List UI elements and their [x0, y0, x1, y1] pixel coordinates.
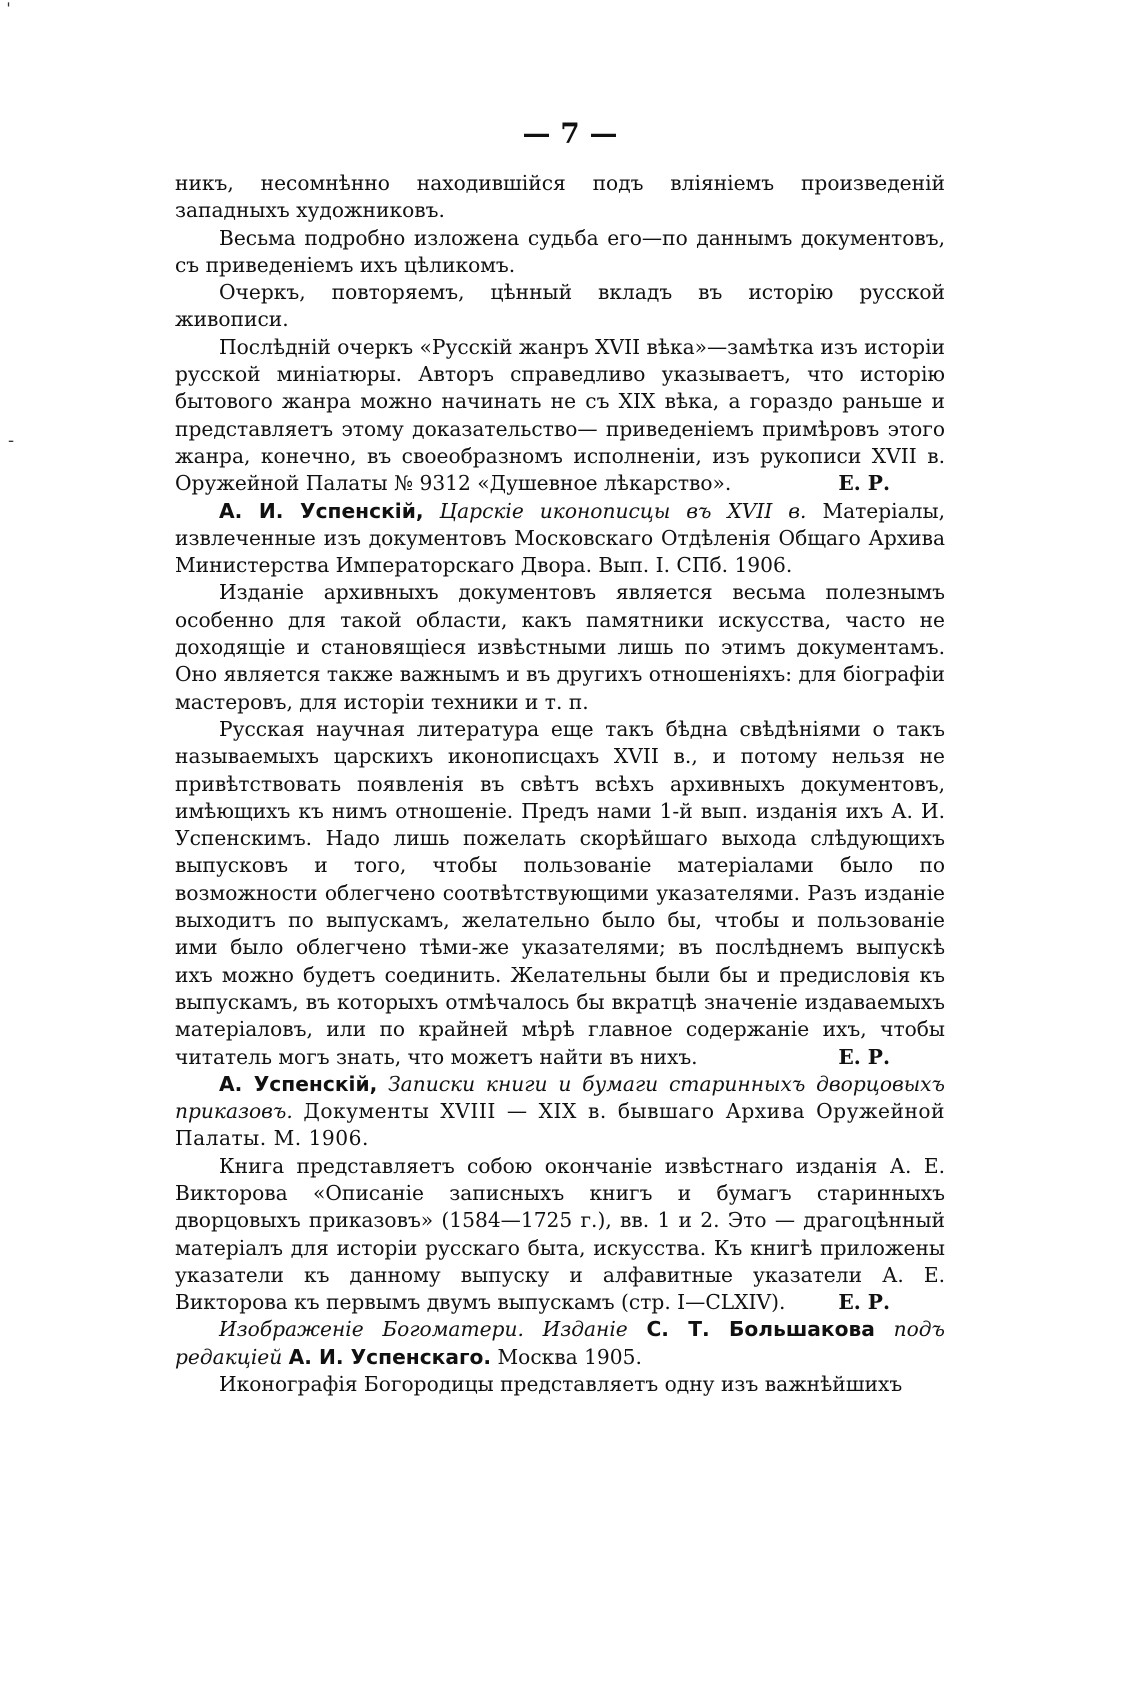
signature: Е. Р. [838, 1044, 890, 1069]
paragraph: Изданіе архивныхъ документовъ является весьма полезнымъ особенно для такой области, какъ памятники искусства, часто не доходящіе и становящіеся извѣстными лишь по этимъ документамъ. Оно является также важнымъ и въ другихъ отношеніяхъ: для біографіи мастеровъ, для исторіи техники и т. п. [175, 580, 945, 714]
editor: А. И. Успенскаго. [288, 1344, 492, 1369]
author: А. Успенскій, [219, 1071, 378, 1096]
paragraph: никъ, несомнѣнно находившійся подъ вліяніемъ произведеній западныхъ художниковъ. [175, 171, 945, 223]
publisher: С. Т. Большакова [646, 1317, 875, 1342]
scan-mark: - [8, 430, 15, 451]
book-title: Царскіе иконописцы въ XVII в. [439, 498, 807, 523]
paragraph: Книга представляетъ собою окончаніе извѣстнаго изданія А. Е. Викторова «Описаніе записныхъ книгъ и бумагъ старинныхъ дворцовыхъ приказовъ» (1584—1725 г.), вв. 1 и 2. Это — драгоцѣнный матеріалъ для исторіи русскаго быта, искусства. Къ книгѣ приложены указатели къ данному выпуску и алфавитные указатели А. Е. Викторова къ первымъ двумъ выпускамъ (стр. I—CLXIV). Е. Р. [175, 1153, 945, 1317]
signature: Е. Р. [838, 471, 890, 496]
paragraph: Русская научная литература еще такъ бѣдна свѣдѣніями о такъ называемыхъ царскихъ иконописцахъ XVII в., и потому нельзя не привѣтствовать появленія въ свѣтъ всѣхъ архивныхъ документовъ, имѣющихъ къ нимъ отношеніе. Предъ нами 1-й вып. изданія ихъ А. И. Успенскимъ. Надо лишь пожелать скорѣйшаго выхода слѣдующихъ выпусковъ и того, чтобы пользованіе матеріалами было по возможности облегчено соотвѣтствующими указателями. Разъ изданіе выходитъ по выпускамъ, желательно было бы, чтобы и пользованіе ими было облегчено тѣми-же указателями; въ послѣднемъ выпускѣ ихъ можно будетъ соединить. Желательны были бы и предисловія къ выпускамъ, въ которыхъ отмѣчалось бы вкратцѣ значеніе издаваемыхъ матеріаловъ, или по крайней мѣрѣ главное содержаніе ихъ, чтобы читатель могъ знать, что можетъ найти въ нихъ. Е. Р. [175, 716, 945, 1071]
paragraph: Весьма подробно изложена судьба его—по даннымъ документовъ, съ приведеніемъ ихъ цѣликомъ. [175, 225, 945, 277]
page-number: — 7 — [522, 117, 618, 150]
book-title: Записки книги и бумаги старинныхъ дворцовыхъ приказовъ. [175, 1071, 946, 1124]
paragraph: Очеркъ, повторяемъ, цѣнный вкладъ въ исторію русской живописи. [175, 280, 945, 332]
signature: Е. Р. [838, 1290, 890, 1315]
paragraph: Послѣдній очеркъ «Русскій жанръ XVII вѣка»—замѣтка изъ исторіи русской миніатюры. Авторъ справедливо указываетъ, что исторію бытового жанра можно начинать не съ XIX вѣка, а гораздо раньше и представляетъ этому доказательство— приведеніемъ примѣровъ этого жанра, конечно, въ своеобразномъ исполненіи, изъ рукописи XVII в. Оружейной Палаты № 9312 «Душевное лѣкарство». Е. Р. [175, 334, 945, 498]
bibliographic-entry: А. Успенскій, Записки книги и бумаги старинныхъ дворцовыхъ приказовъ. Документы XVIII — XIX в. бывшаго Архива Оружейной Палаты. М. 1906. [175, 1071, 946, 1151]
book-title: Изображеніе Богоматери. Изданіе [219, 1317, 628, 1342]
bibliographic-entry: А. И. Успенскій, Царскіе иконописцы въ XVII в. Матеріалы, извлеченные изъ документовъ Московскаго Отдѣленія Общаго Архива Министерства Императорскаго Двора. Вып. I. СПб. 1906. [175, 498, 945, 578]
author: А. И. Успенскій, [219, 498, 424, 523]
bibliographic-entry: Изображеніе Богоматери. Изданіе С. Т. Большакова подъ редакціей А. И. Успенскаго. Москва 1905. [175, 1317, 946, 1369]
body-text [175, 170, 945, 1398]
paragraph: Иконографія Богородицы представляетъ одну изъ важнѣйшихъ [219, 1372, 903, 1397]
scan-mark: ˈ [6, 0, 11, 21]
